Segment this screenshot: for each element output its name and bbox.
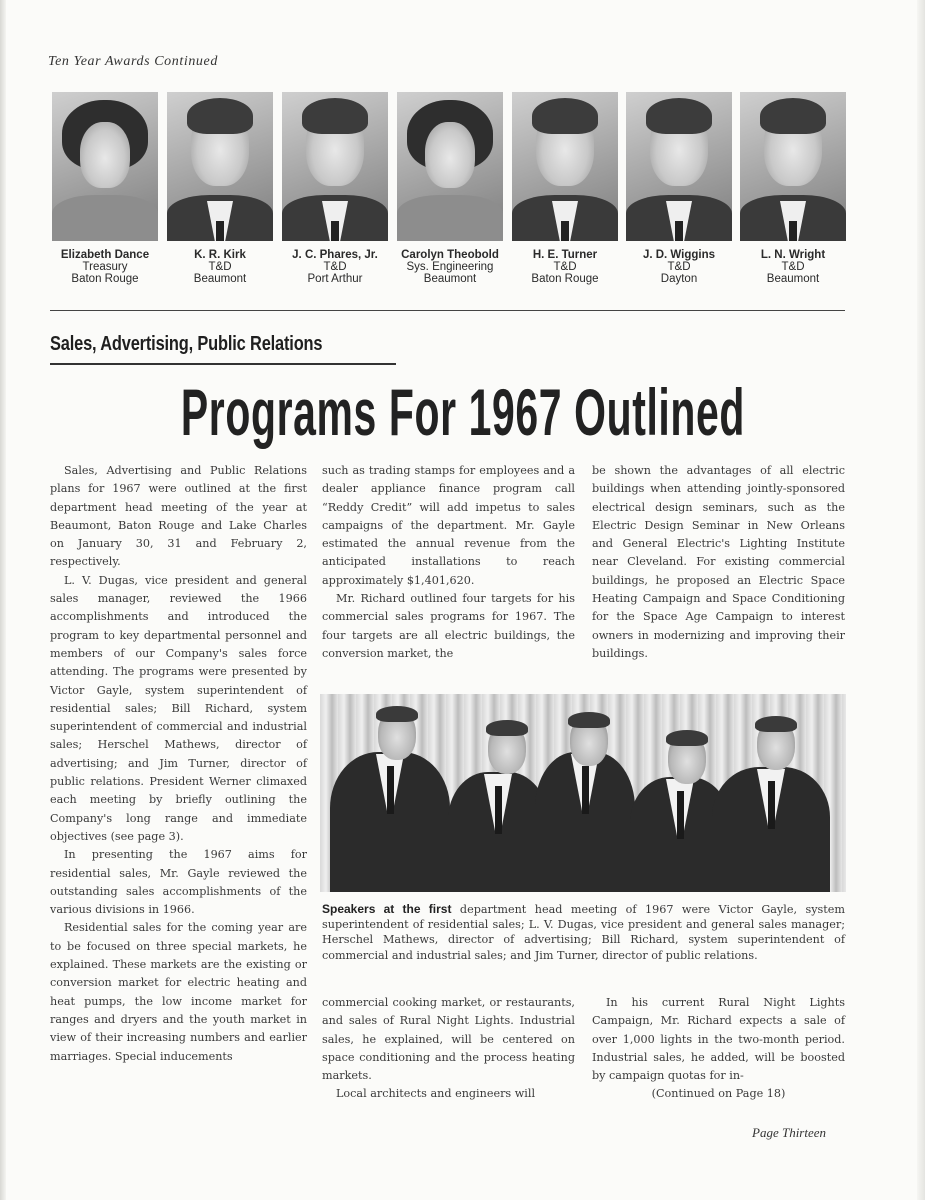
person-location: Dayton bbox=[660, 273, 698, 285]
paragraph: In presenting the 1967 aims for residential sales, Mr. Gayle reviewed the outstanding sales accomplishments of the various divisions in 1966. bbox=[50, 848, 307, 917]
section-heading-underline bbox=[50, 363, 396, 365]
portrait-label bbox=[165, 249, 275, 285]
portrait-photo bbox=[52, 92, 158, 241]
headline-text: Programs For 1967 Outlined bbox=[180, 375, 745, 449]
photo-caption bbox=[322, 902, 845, 963]
paragraph: Mr. Richard outlined four targets for his commercial sales programs for 1967. The four targets are all electric buildings, the conversion market, the bbox=[322, 592, 575, 660]
article-column-3 bbox=[592, 462, 845, 663]
article-column-3-continued bbox=[592, 994, 845, 1104]
portrait-card bbox=[738, 92, 848, 285]
paragraph: In his current Rural Night Lights Campaign, Mr. Richard expects a sale of over 1,000 lights in the two-month period. Industrial sales, he added, will be boosted by campaign quotas for in- bbox=[592, 996, 845, 1083]
person-location: Baton Rouge bbox=[71, 273, 139, 285]
speakers-group-photo bbox=[320, 694, 846, 892]
continued-jump-line: (Continued on Page 18) bbox=[651, 1087, 786, 1101]
person-department: Treasury bbox=[82, 261, 128, 273]
portrait-label bbox=[395, 249, 505, 285]
article-headline bbox=[0, 372, 925, 452]
section-heading: Sales, Advertising, Public Relations bbox=[50, 333, 323, 355]
speaker-figure bbox=[330, 694, 450, 892]
person-department: T&D bbox=[781, 261, 805, 273]
portrait-row bbox=[50, 92, 846, 292]
person-name: Elizabeth Dance bbox=[60, 249, 150, 261]
paragraph: L. V. Dugas, vice president and general sales manager, reviewed the 1966 accomplishments and introduced the program to key departmental personnel and members of our Company's sales force attending. The programs were presented by Victor Gayle, system superintendent of residential sales; Bill Richard, system superintendent of commercial and industrial sales; Herschel Mathews, director of advertising; and Jim Turner, director of public relations. President Werner climaxed each meeting by briefly outlining the Company's long range and immediate objectives (see page 3). bbox=[50, 573, 307, 843]
portrait-photo bbox=[512, 92, 618, 241]
paragraph: Local architects and engineers will bbox=[336, 1087, 536, 1101]
article-column-2-continued bbox=[322, 994, 575, 1104]
divider-rule bbox=[50, 310, 845, 311]
person-name: J. D. Wiggins bbox=[642, 249, 716, 261]
portrait-photo bbox=[740, 92, 846, 241]
speaker-figure bbox=[535, 694, 635, 892]
portrait-card bbox=[624, 92, 734, 285]
portrait-photo bbox=[167, 92, 273, 241]
portrait-photo bbox=[626, 92, 732, 241]
page-edge-left bbox=[0, 0, 6, 1200]
portrait-card bbox=[165, 92, 275, 285]
portrait-label bbox=[624, 249, 734, 285]
paragraph: be shown the advantages of all electric buildings when attending jointly-sponsored electrical design seminars, such as the Electric Design Seminar in New Orleans and General Electric's Lighting Institute near Cleveland. For existing commercial buildings, he proposed an Electric Space Heating Campaign and Space Conditioning for the Space Age Campaign to interest owners in modernizing and improving their buildings. bbox=[592, 464, 845, 660]
person-name: J. C. Phares, Jr. bbox=[292, 249, 378, 261]
person-name: H. E. Turner bbox=[532, 249, 598, 261]
portrait-card bbox=[50, 92, 160, 285]
speaker-figure bbox=[448, 694, 548, 892]
person-department: T&D bbox=[553, 261, 577, 273]
person-location: Beaumont bbox=[423, 273, 477, 285]
article-column-2 bbox=[322, 462, 575, 663]
person-department: T&D bbox=[323, 261, 347, 273]
running-head: Ten Year Awards Continued bbox=[48, 54, 218, 69]
caption-lead: Speakers at the first bbox=[322, 902, 452, 916]
portrait-card bbox=[395, 92, 505, 285]
portrait-label bbox=[738, 249, 848, 285]
person-location: Baton Rouge bbox=[531, 273, 599, 285]
person-location: Beaumont bbox=[193, 273, 247, 285]
paragraph: commercial cooking market, or restaurants, and sales of Rural Night Lights. Industrial sales, he explained, will be centered on space conditioning and the process heating markets. bbox=[322, 996, 575, 1083]
caption-text: department head meeting of 1967 were Victor Gayle, system superintendent of residential sales; L. V. Dugas, vice president and general sales manager; Herschel Mathews, director of advertising; Bill Richard, system superintendent of commercial and industrial sales; and Jim Turner, director of public relations. bbox=[322, 903, 846, 962]
person-location: Port Arthur bbox=[307, 273, 363, 285]
page-edge-right bbox=[917, 0, 925, 1200]
portrait-label bbox=[50, 249, 160, 285]
paragraph: such as trading stamps for employees and a dealer appliance finance program call “Reddy Credit” will add impetus to sales campaigns of the department. Mr. Gayle estimated the annual revenue from the anticipated installations to reach approximately $1,401,620. bbox=[322, 464, 575, 587]
person-name: K. R. Kirk bbox=[194, 249, 246, 261]
article-column-1 bbox=[50, 462, 307, 1066]
person-department: T&D bbox=[208, 261, 232, 273]
portrait-label bbox=[510, 249, 620, 285]
speaker-figure bbox=[712, 694, 830, 892]
person-location: Beaumont bbox=[766, 273, 820, 285]
person-department: T&D bbox=[667, 261, 691, 273]
portrait-card bbox=[510, 92, 620, 285]
paragraph: Residential sales for the coming year are to be focused on three special markets, he explained. These markets are the existing or conversion market for electric heating and heat pumps, the low income market for ranges and dryers and the youth market in view of their increasing numbers and earlier marriages. Special inducements bbox=[50, 921, 307, 1063]
portrait-photo bbox=[282, 92, 388, 241]
portrait-card bbox=[280, 92, 390, 285]
person-name: Carolyn Theobold bbox=[401, 249, 499, 261]
page-number: Page Thirteen bbox=[752, 1125, 827, 1140]
person-department: Sys. Engineering bbox=[406, 261, 494, 273]
portrait-photo bbox=[397, 92, 503, 241]
portrait-label bbox=[280, 249, 390, 285]
paragraph: Sales, Advertising and Public Relations plans for 1967 were outlined at the first department head meeting of the year at Beaumont, Baton Rouge and Lake Charles on January 30, 31 and February 2, respectively. bbox=[50, 464, 307, 569]
person-name: L. N. Wright bbox=[760, 249, 826, 261]
